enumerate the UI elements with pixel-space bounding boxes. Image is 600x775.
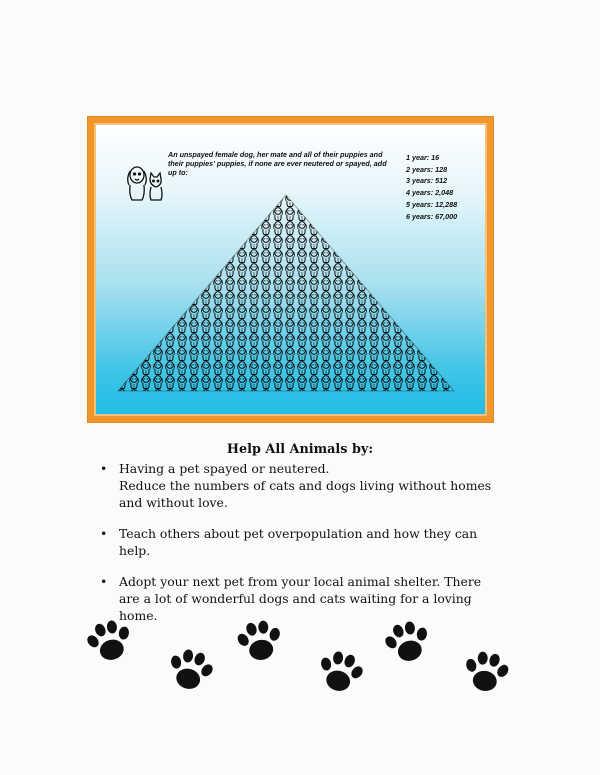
list-item-line: Reduce the numbers of cats and dogs living without homes and without love. [119,478,492,510]
spacer [100,511,500,525]
list-item [100,525,500,559]
overpopulation-poster [88,117,493,422]
bullet-icon: • [100,526,108,541]
page-heading: Help All Animals by: [226,442,374,457]
stat-year-5: 5 years: 12,288 [406,199,458,209]
list-item-line: Teach others about pet overpopulation and how they can help. [119,526,478,558]
list-item [100,460,500,511]
stat-year-1: 1 year: 16 [406,153,440,162]
stat-year-3: 3 years: 512 [406,176,448,186]
list-item-line: Adopt your next pet from your local animal shelter. There are a lot of wonderful dogs and cats waiting for a loving home. [119,574,482,623]
paw-print-icon [382,618,434,670]
stat-year-6: 6 years: 67,000 [406,211,458,221]
spacer [100,559,500,573]
bullet-icon: • [100,574,108,589]
stat-year-4: 4 years: 2,048 [406,188,454,198]
tips-list [100,460,500,624]
paw-print-icon [84,617,136,669]
bullet-icon: • [100,461,108,476]
poster-caption: An unspayed female dog, her mate and all of their puppies and their puppies' puppies, if none are ever neutered or spayed, add up to: [168,150,387,177]
list-item [100,573,500,624]
paw-print-icon [234,617,286,669]
paw-print-icon [164,646,216,698]
stat-year-2: 2 years: 128 [406,164,448,174]
animal-pyramid-illustration [116,193,456,393]
list-item-line: Having a pet spayed or neutered. [119,461,330,476]
paw-print-icon [460,648,512,700]
paw-print-icon [314,648,366,700]
